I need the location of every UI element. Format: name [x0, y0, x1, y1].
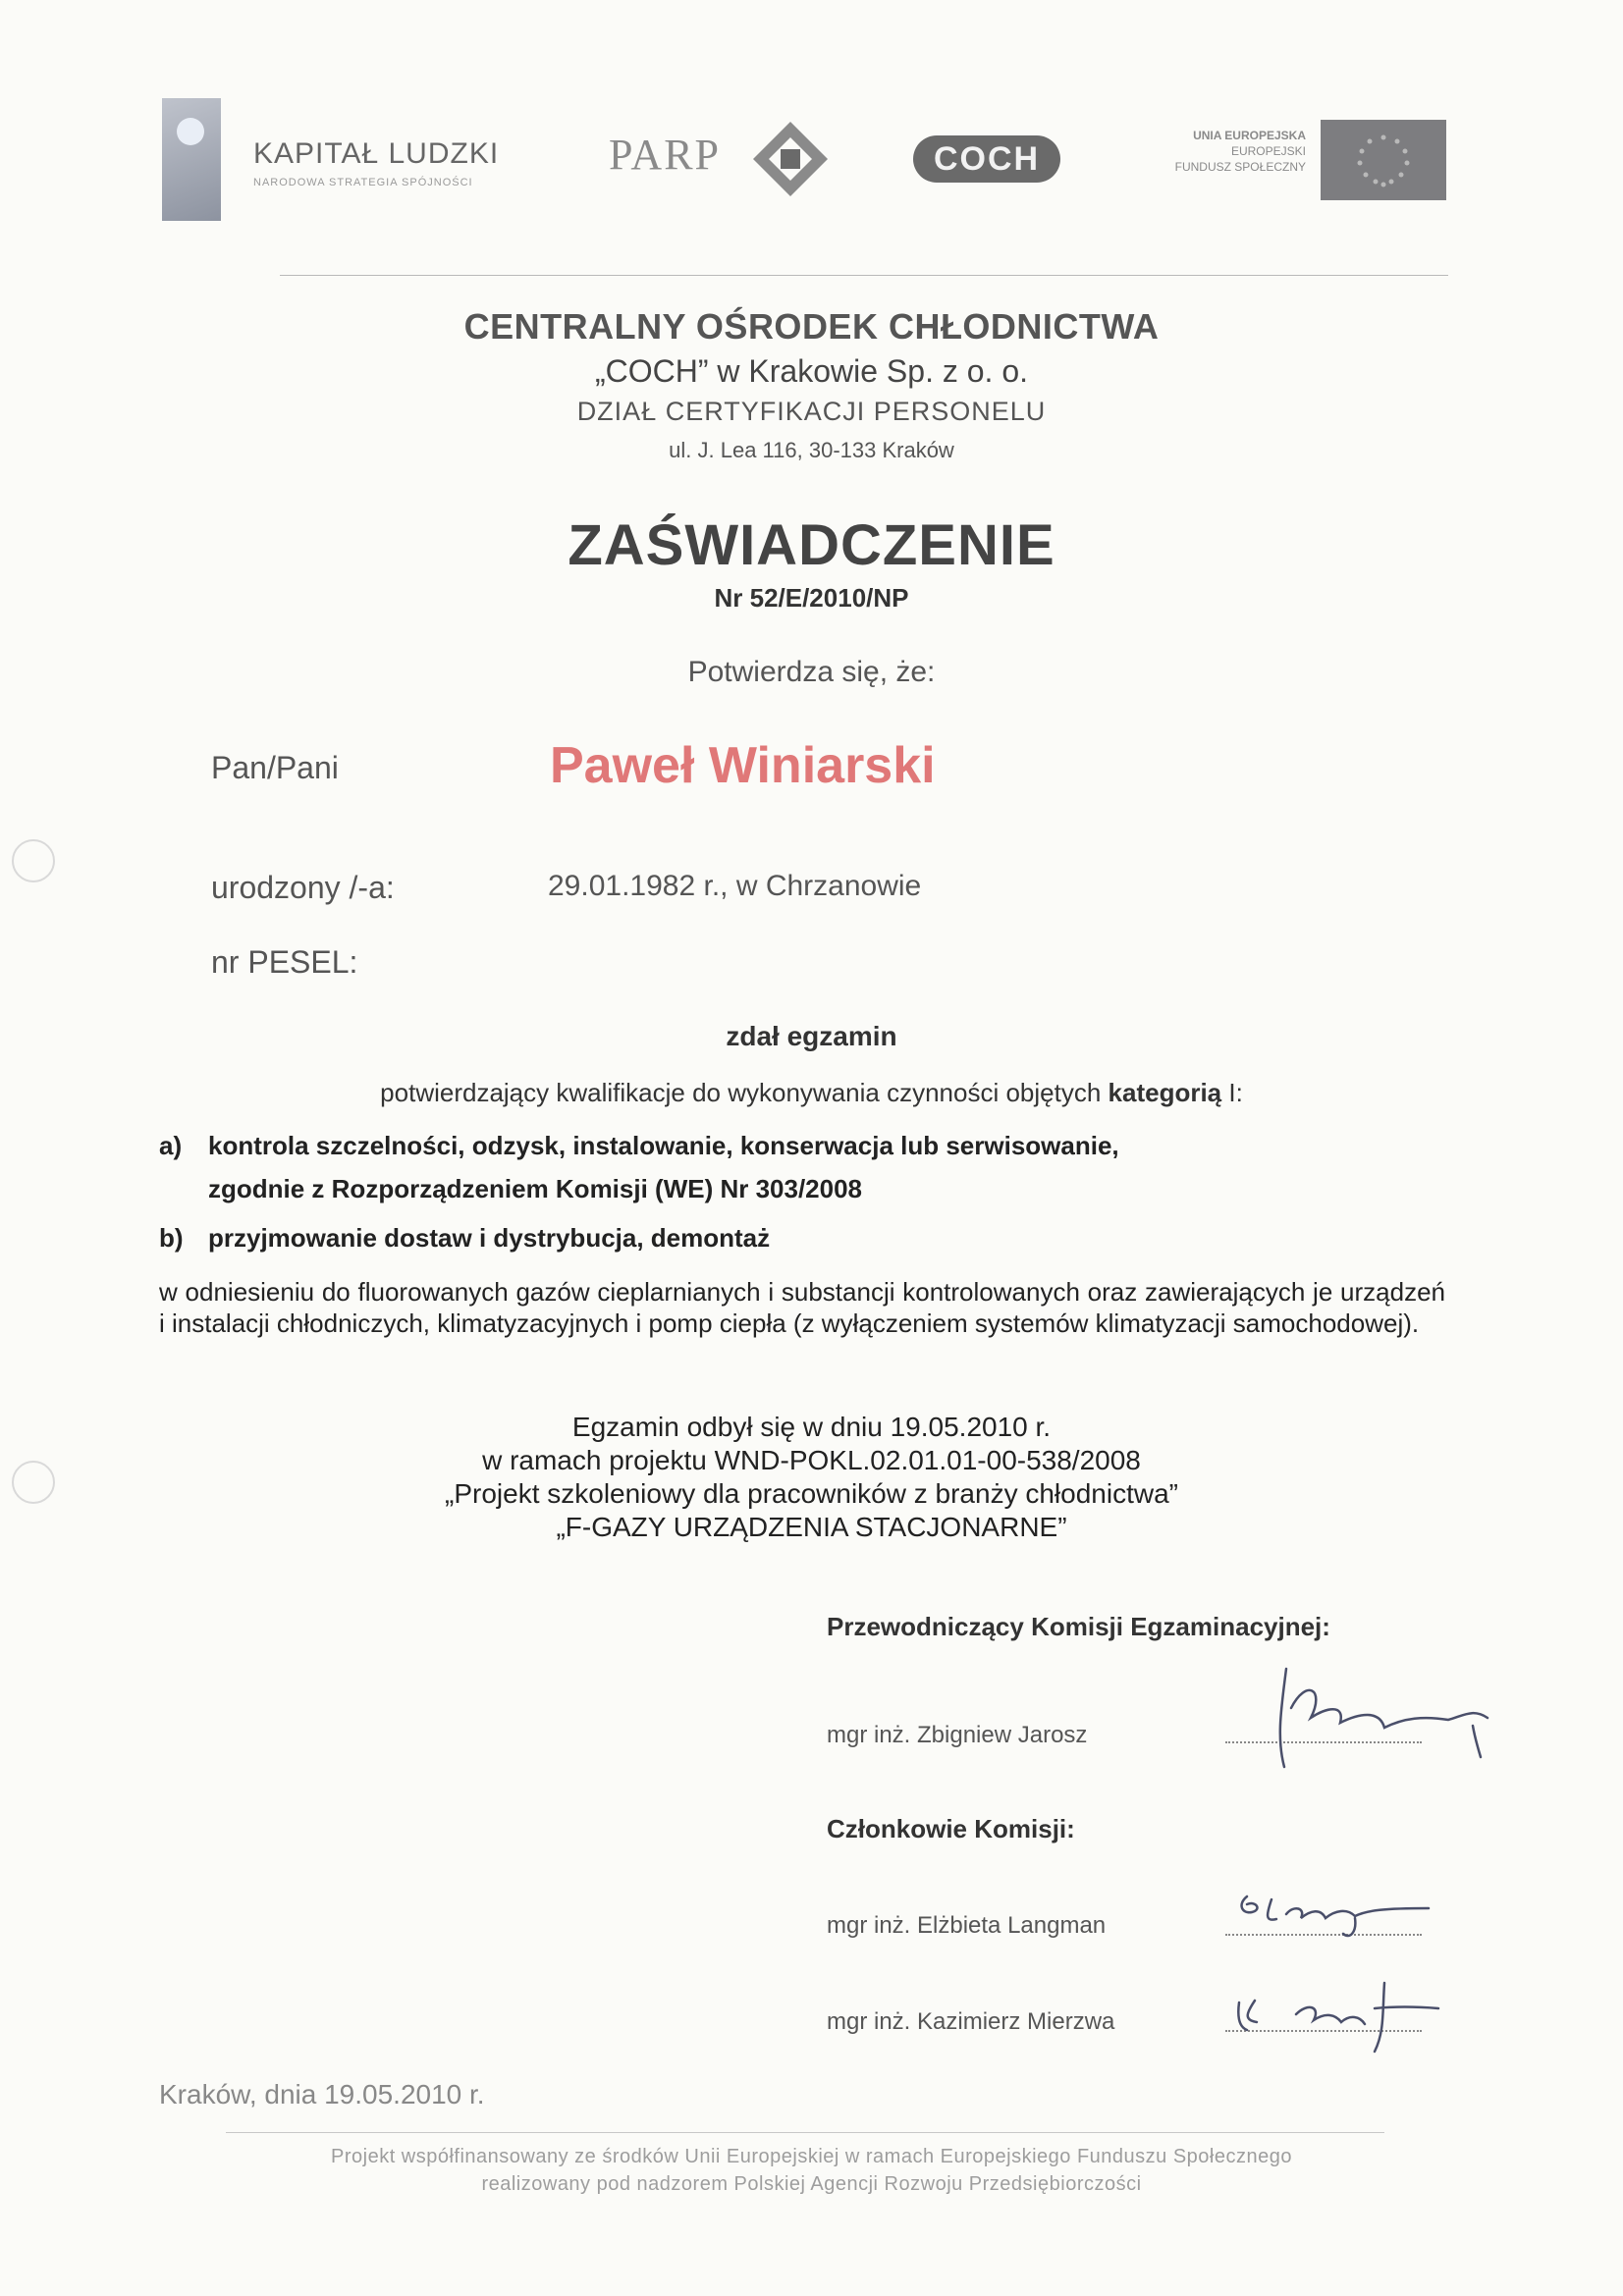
parp-logo-icon: [751, 120, 830, 198]
qualification-text: potwierdzający kwalifikacje do wykonywania czynności objętych: [380, 1078, 1102, 1107]
org-name-line2: „COCH” w Krakowie Sp. z o. o.: [595, 353, 1028, 389]
pesel-label: nr PESEL:: [211, 944, 358, 980]
qualification-statement: [0, 1078, 1623, 1108]
project-subtitle: „F-GAZY URZĄDZENIA STACJONARNE”: [556, 1512, 1067, 1542]
item-a-line1: kontrola szczelności, odzysk, instalowanie, konserwacja lub serwisowanie,: [208, 1131, 1119, 1160]
member1-signature: [1217, 1875, 1453, 1953]
kapital-ludzki-logo-mark: [162, 98, 221, 221]
parp-logo-text: PARP: [609, 131, 722, 179]
eu-flag-icon: [1321, 120, 1446, 200]
header-divider: [280, 275, 1448, 276]
document-title: ZAŚWIADCZENIE: [568, 513, 1055, 577]
exam-passed: zdał egzamin: [726, 1021, 897, 1051]
name-label: Pan/Pani: [211, 750, 339, 785]
footer-divider: [226, 2132, 1384, 2133]
member1-name: mgr inż. Elżbieta Langman: [827, 1912, 1107, 1939]
item-a-marker: a): [159, 1131, 183, 1160]
funding-line2: realizowany pod nadzorem Polskiej Agencji Rozwoju Przedsiębiorczości: [481, 2173, 1142, 2195]
scope-paragraph: w odniesieniu do fluorowanych gazów cieplarnianych i substancji kontrolowanych oraz zawierających je urządzeń i instalacji chłodniczych, klimatyzacyjnych i pomp ciepła (z wyłączeniem systemów klimatyzacji samochodowej).: [159, 1277, 1445, 1338]
eu-logo-line3: FUNDUSZ SPOŁECZNY: [1174, 160, 1306, 174]
funding-line1: Projekt współfinansowany ze środków Unii Europejskiej w ramach Europejskiego Funduszu Społecznego: [331, 2146, 1292, 2167]
org-address: ul. J. Lea 116, 30-133 Kraków: [669, 438, 954, 462]
members-label: Członkowie Komisji:: [827, 1814, 1075, 1843]
project-name: „Projekt szkoleniowy dla pracowników z branży chłodnictwa”: [445, 1478, 1178, 1509]
qualification-category: kategorią: [1108, 1078, 1222, 1107]
certificate-number: Nr 52/E/2010/NP: [714, 583, 909, 613]
member2-name: mgr inż. Kazimierz Mierzwa: [827, 2008, 1115, 2035]
coch-logo: COCH: [913, 135, 1060, 183]
chair-signature: [1217, 1649, 1512, 1796]
person-name: Paweł Winiarski: [550, 737, 936, 794]
punch-hole-top: [12, 839, 55, 882]
kapital-ludzki-star-icon: [177, 118, 204, 145]
kapital-ludzki-logo-subtext: NARODOWA STRATEGIA SPÓJNOŚCI: [253, 177, 473, 188]
item-b-marker: b): [159, 1223, 184, 1253]
eu-logo-text: [1129, 128, 1306, 175]
exam-date-line: Egzamin odbył się w dniu 19.05.2010 r.: [571, 1412, 1052, 1442]
confirmation-line: Potwierdza się, że:: [687, 656, 936, 688]
eu-logo-line1: UNIA EUROPEJSKA: [1193, 129, 1306, 142]
item-a-line2: zgodnie z Rozporządzeniem Komisji (WE) Nr 303/2008: [208, 1174, 863, 1203]
item-b: przyjmowanie dostaw i dystrybucja, demontaż: [208, 1223, 771, 1253]
place-and-date: Kraków, dnia 19.05.2010 r.: [159, 2079, 485, 2109]
chair-label: Przewodniczący Komisji Egzaminacyjnej:: [827, 1612, 1330, 1641]
member2-signature: [1217, 1973, 1453, 2061]
qualification-category-number: I:: [1228, 1078, 1243, 1107]
org-department: DZIAŁ CERTYFIKACJI PERSONELU: [576, 397, 1047, 426]
chair-name: mgr inż. Zbigniew Jarosz: [827, 1722, 1088, 1748]
kapital-ludzki-logo-text: KAPITAŁ LUDZKI: [253, 137, 500, 170]
org-name: CENTRALNY OŚRODEK CHŁODNICTWA: [463, 306, 1160, 347]
project-number-line: w ramach projektu WND-POKL.02.01.01-00-538/2008: [482, 1445, 1141, 1475]
birth-label: urodzony /-a:: [211, 870, 395, 905]
eu-logo-line2: EUROPEJSKI: [1230, 144, 1306, 158]
birth-date-place: 29.01.1982 r., w Chrzanowie: [548, 870, 922, 902]
